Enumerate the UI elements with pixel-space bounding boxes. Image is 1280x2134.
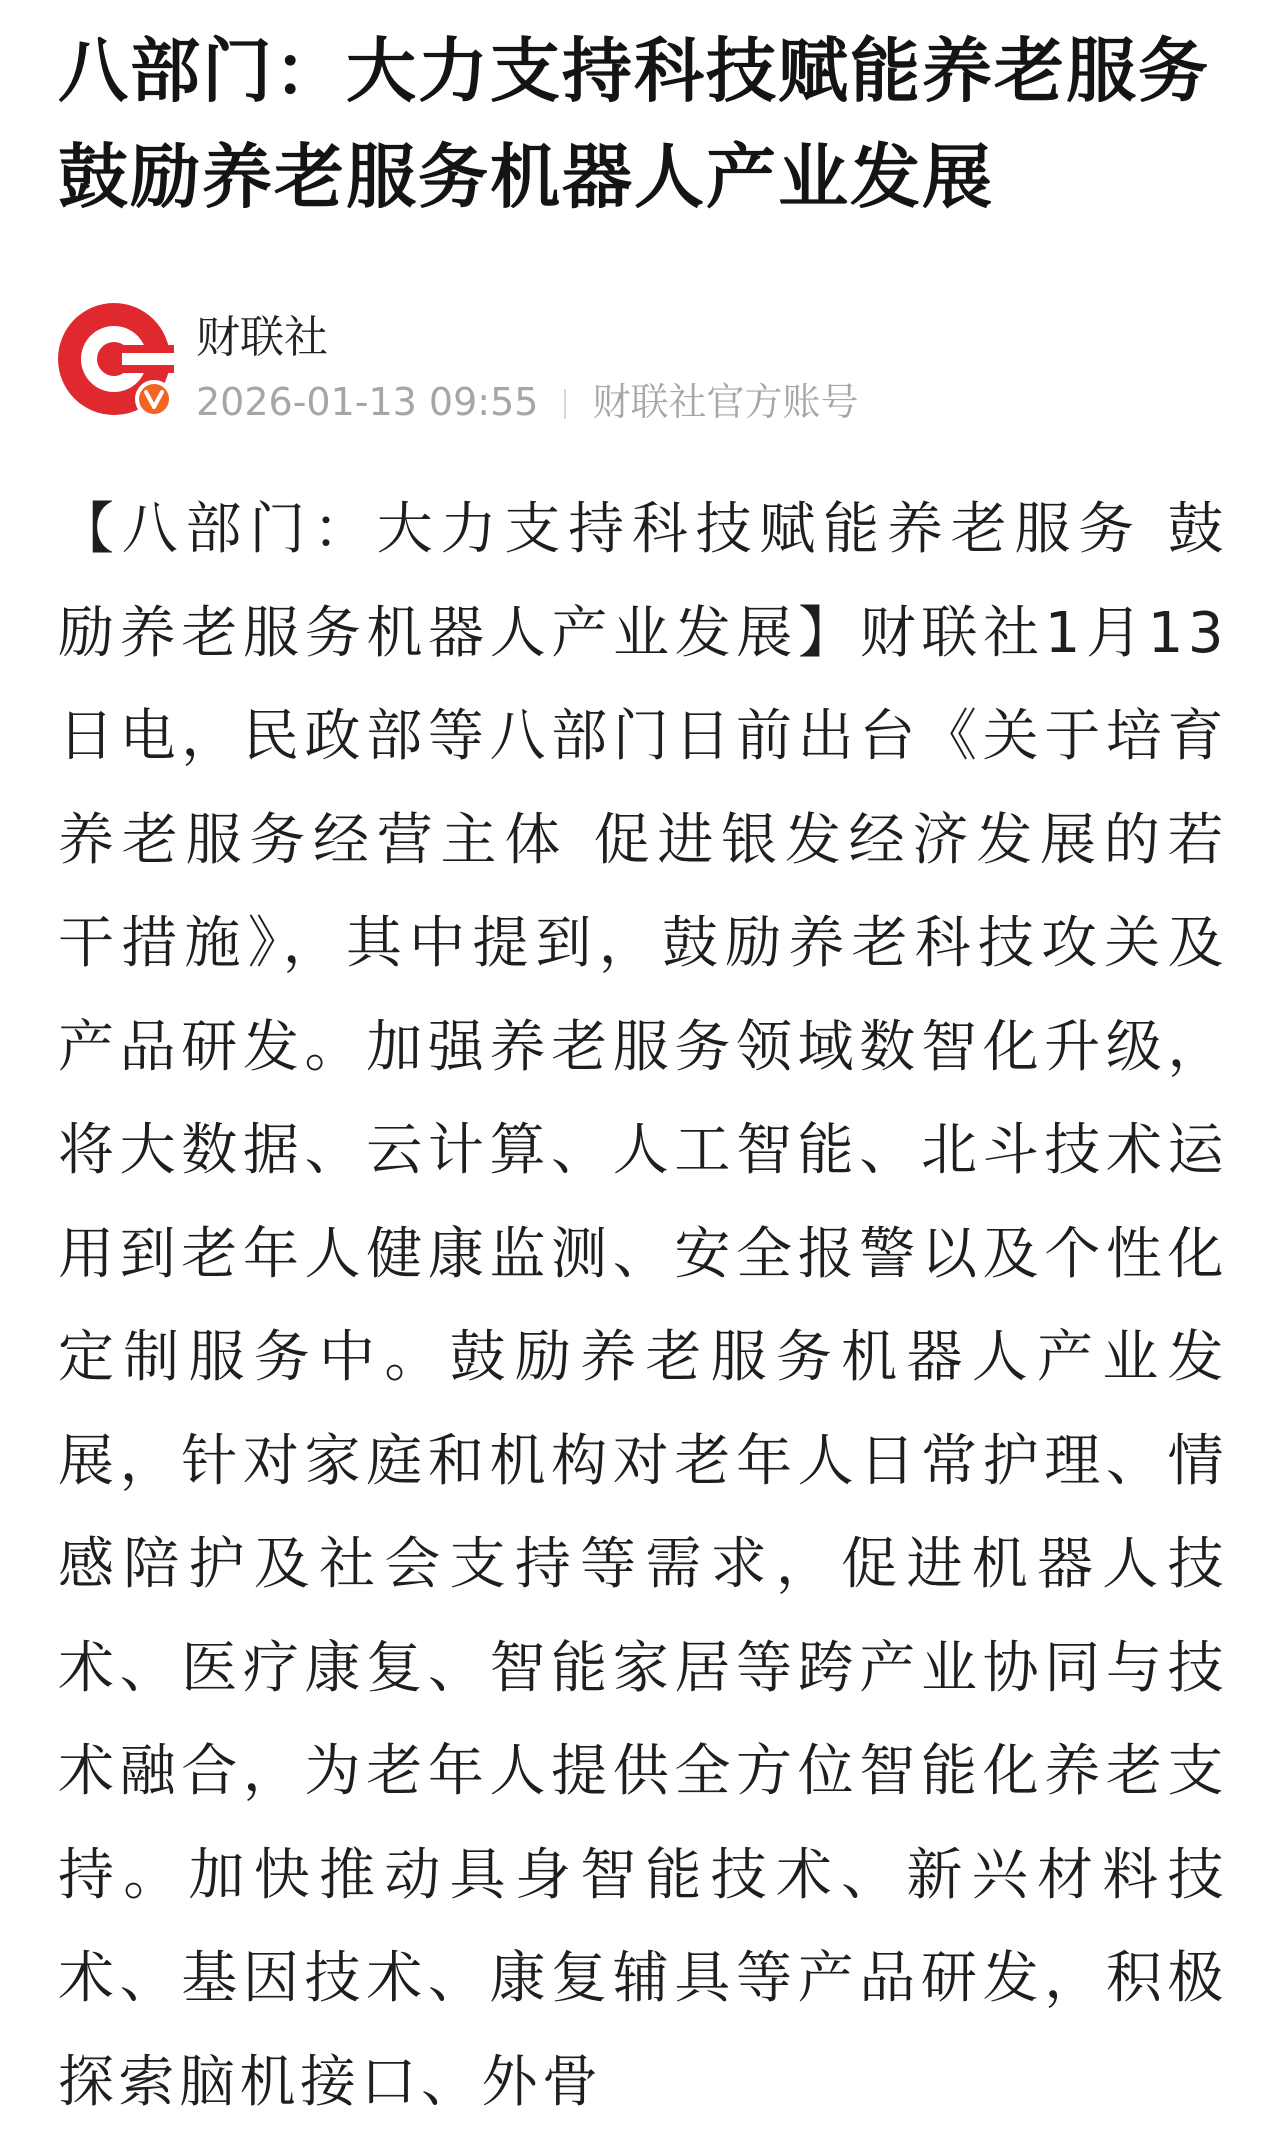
verified-v-badge-icon xyxy=(137,382,171,416)
article-body: 【八部门：大力支持科技赋能养老服务 鼓励养老服务机器人产业发展】财联社1月13日电，民政部等八部门日前出台《关于培育养老服务经营主体 促进银发经济发展的若干措施》，其中提到，鼓励养老科技攻关及产品研发。加强养老服务领域数智化升级，将大数据、云计算、人工智能、北斗技术运用到老年人健康监测、安全报警以及个性化定制服务中。鼓励养老服务机器人产业发展，针对家庭和机构对老年人日常护理、情感陪护及社会支持等需求，促进机器人技术、医疗康复、智能家居等跨产业协同与技术融合，为老年人提供全方位智能化养老支持。加快推动具身智能技术、新兴材料技术、基因技术、康复辅具等产品研发，积极探索脑机接口、外骨 xyxy=(58,497,1228,2115)
publish-time: 2026-01-13 09:55 xyxy=(196,380,539,424)
author-row[interactable] xyxy=(58,303,1228,423)
article xyxy=(58,18,1228,2134)
account-type: 财联社官方账号 xyxy=(592,380,859,424)
meta-divider xyxy=(564,389,566,419)
cailianshe-logo-icon[interactable] xyxy=(58,303,174,419)
article-title: 八部门：大力支持科技赋能养老服务 鼓励养老服务机器人产业发展 xyxy=(58,30,1210,218)
article-meta xyxy=(196,379,858,425)
author-name[interactable]: 财联社 xyxy=(196,312,328,363)
